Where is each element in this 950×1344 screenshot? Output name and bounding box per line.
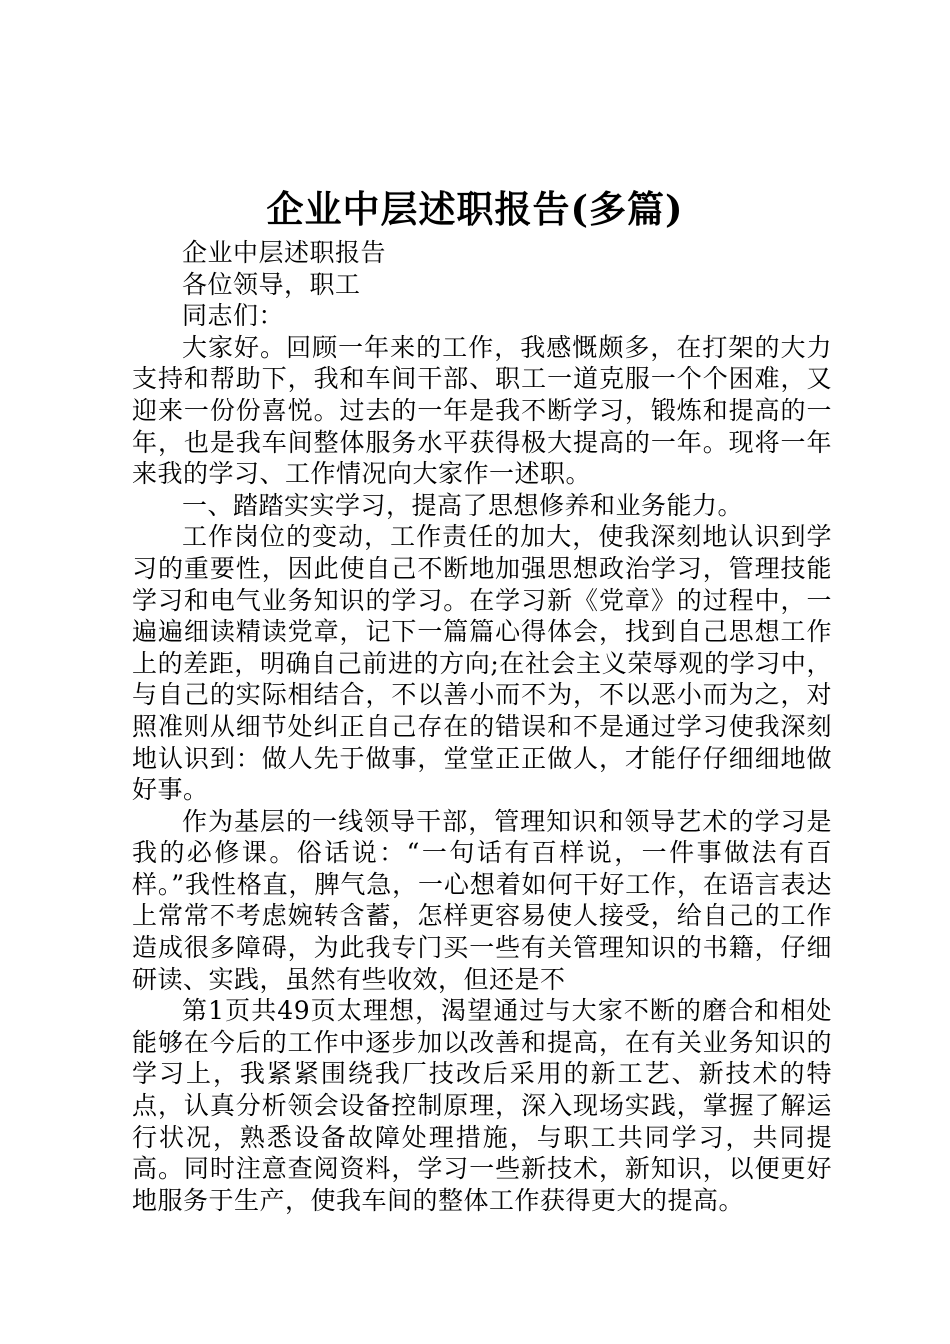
paragraph-intro: 大家好。回顾一年来的工作，我感慨颇多，在打架的大力支持和帮助下，我和车间干部、职工一道克服一个个困难，又迎来一份份喜悦。过去的一年是我不断学习，锻炼和提高的一年，也是我车间整体服务水平获得极大提高的一年。现将一年来我的学习、工作情况向大家作一述职。 xyxy=(132,332,832,489)
paragraph-section-1: 一、踏踏实实学习，提高了思想修养和业务能力。 xyxy=(182,490,744,520)
paragraph-heading: 企业中层述职报告 xyxy=(182,238,387,267)
paragraph-management: 作为基层的一线领导干部，管理知识和领导艺术的学习是我的必修课。俗话说：“一句话有百样说，一件事做法有百样。”我性格直，脾气急，一心想着如何干好工作，在语言表达上常常不考虑婉转含蓄，怎样更容易使人接受，给自己的工作造成很多障碍，为此我专门买一些有关管理知识的书籍，仔细研读、实践，虽然有些收效，但还是不 xyxy=(132,806,832,994)
paragraph-salutation-1: 各位领导，职工 xyxy=(182,269,361,299)
document-title: 企业中层述职报告(多篇) xyxy=(266,187,684,231)
paragraph-study: 工作岗位的变动，工作责任的加大，使我深刻地认识到学习的重要性，因此使自己不断地加强思想政治学习，管理技能学习和电气业务知识的学习。在学习新《党章》的过程中，一遍遍细读精读党章，记下一篇篇心得体会，找到自己思想工作上的差距，明确自己前进的方向;在社会主义荣辱观的学习中，与自己的实际相结合，不以善小而不为，不以恶小而为之，对照准则从细节处纠正自己存在的错误和不是通过学习使我深刻地认识到：做人先于做事，堂堂正正做人，才能仔仔细细地做好事。 xyxy=(132,522,832,805)
paragraph-salutation-2: 同志们： xyxy=(182,301,285,331)
document-body xyxy=(132,237,832,1216)
paragraph-continuation: 第1页共49页太理想，渴望通过与大家不断的磨合和相处能够在今后的工作中逐步加以改善和提高，在有关业务知识的学习上，我紧紧围绕我厂技改后采用的新工艺、新技术的特点，认真分析领会设备控制原理，深入现场实践，掌握了解运行状况，熟悉设备故障处理措施，与职工共同学习，共同提高。同时注意查阅资料，学习一些新技术，新知识，以便更好地服务于生产，使我车间的整体工作获得更大的提高。 xyxy=(132,996,832,1215)
